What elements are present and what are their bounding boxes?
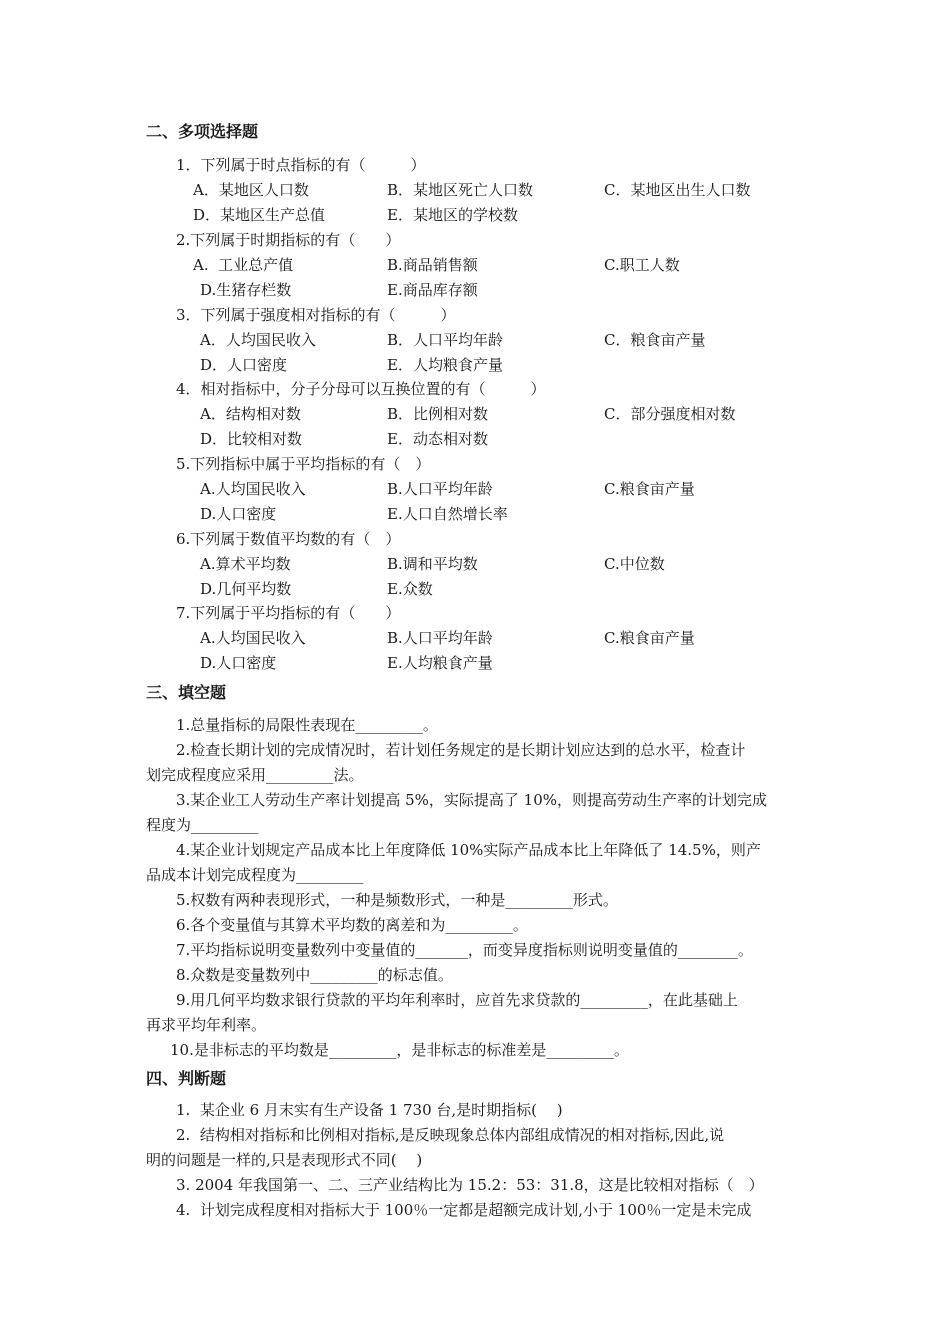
- fill-line: 4.某企业计划规定产品成本比上年度降低 10%实际产品成本比上年降低了 14.5%，则产: [176, 841, 761, 859]
- option-d: D.生猪存栏数: [200, 281, 292, 299]
- option-e: E.商品库存额: [387, 281, 478, 299]
- option-e: E.众数: [387, 580, 433, 598]
- fill-line: 9.用几何平均数求银行贷款的平均年利率时，应首先求贷款的_________，在此基础上: [176, 991, 738, 1009]
- question-stem: 7.下列属于平均指标的有（ ）: [176, 604, 401, 622]
- option-d: D．人口密度: [200, 356, 288, 374]
- judgement-line: 3. 2004 年我国第一、二、三产业结构比为 15.2：53：31.8，这是比较相对指标（ ）: [176, 1176, 764, 1194]
- judgement-line: 1. 某企业 6 月末实有生产设备 1 730 台,是时期指标( ): [176, 1101, 563, 1119]
- option-a: A.算术平均数: [200, 555, 291, 573]
- question-stem: 6.下列属于数值平均数的有（ ）: [176, 530, 401, 548]
- fill-line: 再求平均年利率。: [146, 1016, 267, 1034]
- option-e: E.人均粮食产量: [387, 654, 493, 672]
- option-a: A．结构相对数: [200, 405, 301, 423]
- option-a: A．人均国民收入: [200, 331, 316, 349]
- option-b: B.商品销售额: [387, 256, 478, 274]
- judgement-line: 2. 结构相对指标和比例相对指标,是反映现象总体内部组成情况的相对指标,因此,说: [176, 1126, 725, 1144]
- option-b: B.人口平均年龄: [387, 480, 493, 498]
- option-e: E．人均粮食产量: [387, 356, 503, 374]
- fill-line: 品成本计划完成程度为_________: [146, 866, 364, 884]
- question-stem: 3．下列属于强度相对指标的有（ ）: [176, 306, 456, 324]
- fill-line: 3.某企业工人劳动生产率计划提高 5%，实际提高了 10%，则提高劳动生产率的计划完成: [176, 791, 767, 809]
- option-b: B.调和平均数: [387, 555, 478, 573]
- option-b: B．人口平均年龄: [387, 331, 504, 349]
- judgement-line: 4. 计划完成程度相对指标大于 100％一定都是超额完成计划,小于 100％一定是未完成: [176, 1201, 752, 1219]
- option-d: D.几何平均数: [200, 580, 292, 598]
- option-c: C.粮食亩产量: [604, 629, 695, 647]
- question-stem: 2.下列属于时期指标的有（ ）: [176, 231, 401, 249]
- option-a: A. 工业总产值: [193, 256, 294, 274]
- fill-line: 程度为_________: [146, 816, 259, 834]
- option-d: D．某地区生产总值: [193, 206, 326, 224]
- option-e: E．动态相对数: [387, 430, 488, 448]
- fill-line: 7.平均指标说明变量数列中变量值的_______，而变异度指标则说明变量值的________。: [176, 941, 753, 959]
- fill-line: 划完成程度应采用_________法。: [146, 766, 364, 784]
- fill-line: 5.权数有两种表现形式，一种是频数形式，一种是_________形式。: [176, 891, 618, 909]
- question-stem: 5.下列指标中属于平均指标的有（ ）: [176, 455, 431, 473]
- option-b: B.人口平均年龄: [387, 629, 493, 647]
- option-a: A．某地区人口数: [193, 181, 309, 199]
- fill-line: 2.检查长期计划的完成情况时，若计划任务规定的是长期计划应达到的总水平，检查计: [176, 741, 746, 759]
- option-e: E．某地区的学校数: [387, 206, 518, 224]
- option-e: E.人口自然增长率: [387, 505, 508, 523]
- question-stem: 4．相对指标中，分子分母可以互换位置的有（ ）: [176, 380, 546, 398]
- option-c: C.中位数: [604, 555, 665, 573]
- option-d: D.人口密度: [200, 654, 277, 672]
- option-c: C．某地区出生人口数: [604, 181, 751, 199]
- fill-line: 8.众数是变量数列中_________的标志值。: [176, 966, 453, 984]
- option-c: C．粮食亩产量: [604, 331, 706, 349]
- option-a: A.人均国民收入: [200, 480, 306, 498]
- section-title-multiple-choice: 二、多项选择题: [146, 122, 259, 141]
- option-c: C．部分强度相对数: [604, 405, 736, 423]
- option-b: B．某地区死亡人口数: [387, 181, 534, 199]
- option-d: D.人口密度: [200, 505, 277, 523]
- option-d: D．比较相对数: [200, 430, 303, 448]
- option-b: B．比例相对数: [387, 405, 489, 423]
- section-title-fill-in-blank: 三、填空题: [146, 683, 227, 702]
- fill-line: 6.各个变量值与其算术平均数的离差和为_________。: [176, 916, 528, 934]
- judgement-line: 明的问题是一样的,只是表现形式不同( ): [146, 1151, 423, 1169]
- section-title-true-false: 四、判断题: [146, 1069, 227, 1088]
- question-stem: 1．下列属于时点指标的有（ ）: [176, 156, 426, 174]
- option-a: A.人均国民收入: [200, 629, 306, 647]
- fill-line: 1.总量指标的局限性表现在_________。: [176, 716, 438, 734]
- option-c: C.职工人数: [604, 256, 680, 274]
- fill-line: 10.是非标志的平均数是_________，是非标志的标准差是_________。: [170, 1041, 629, 1059]
- option-c: C.粮食亩产量: [604, 480, 695, 498]
